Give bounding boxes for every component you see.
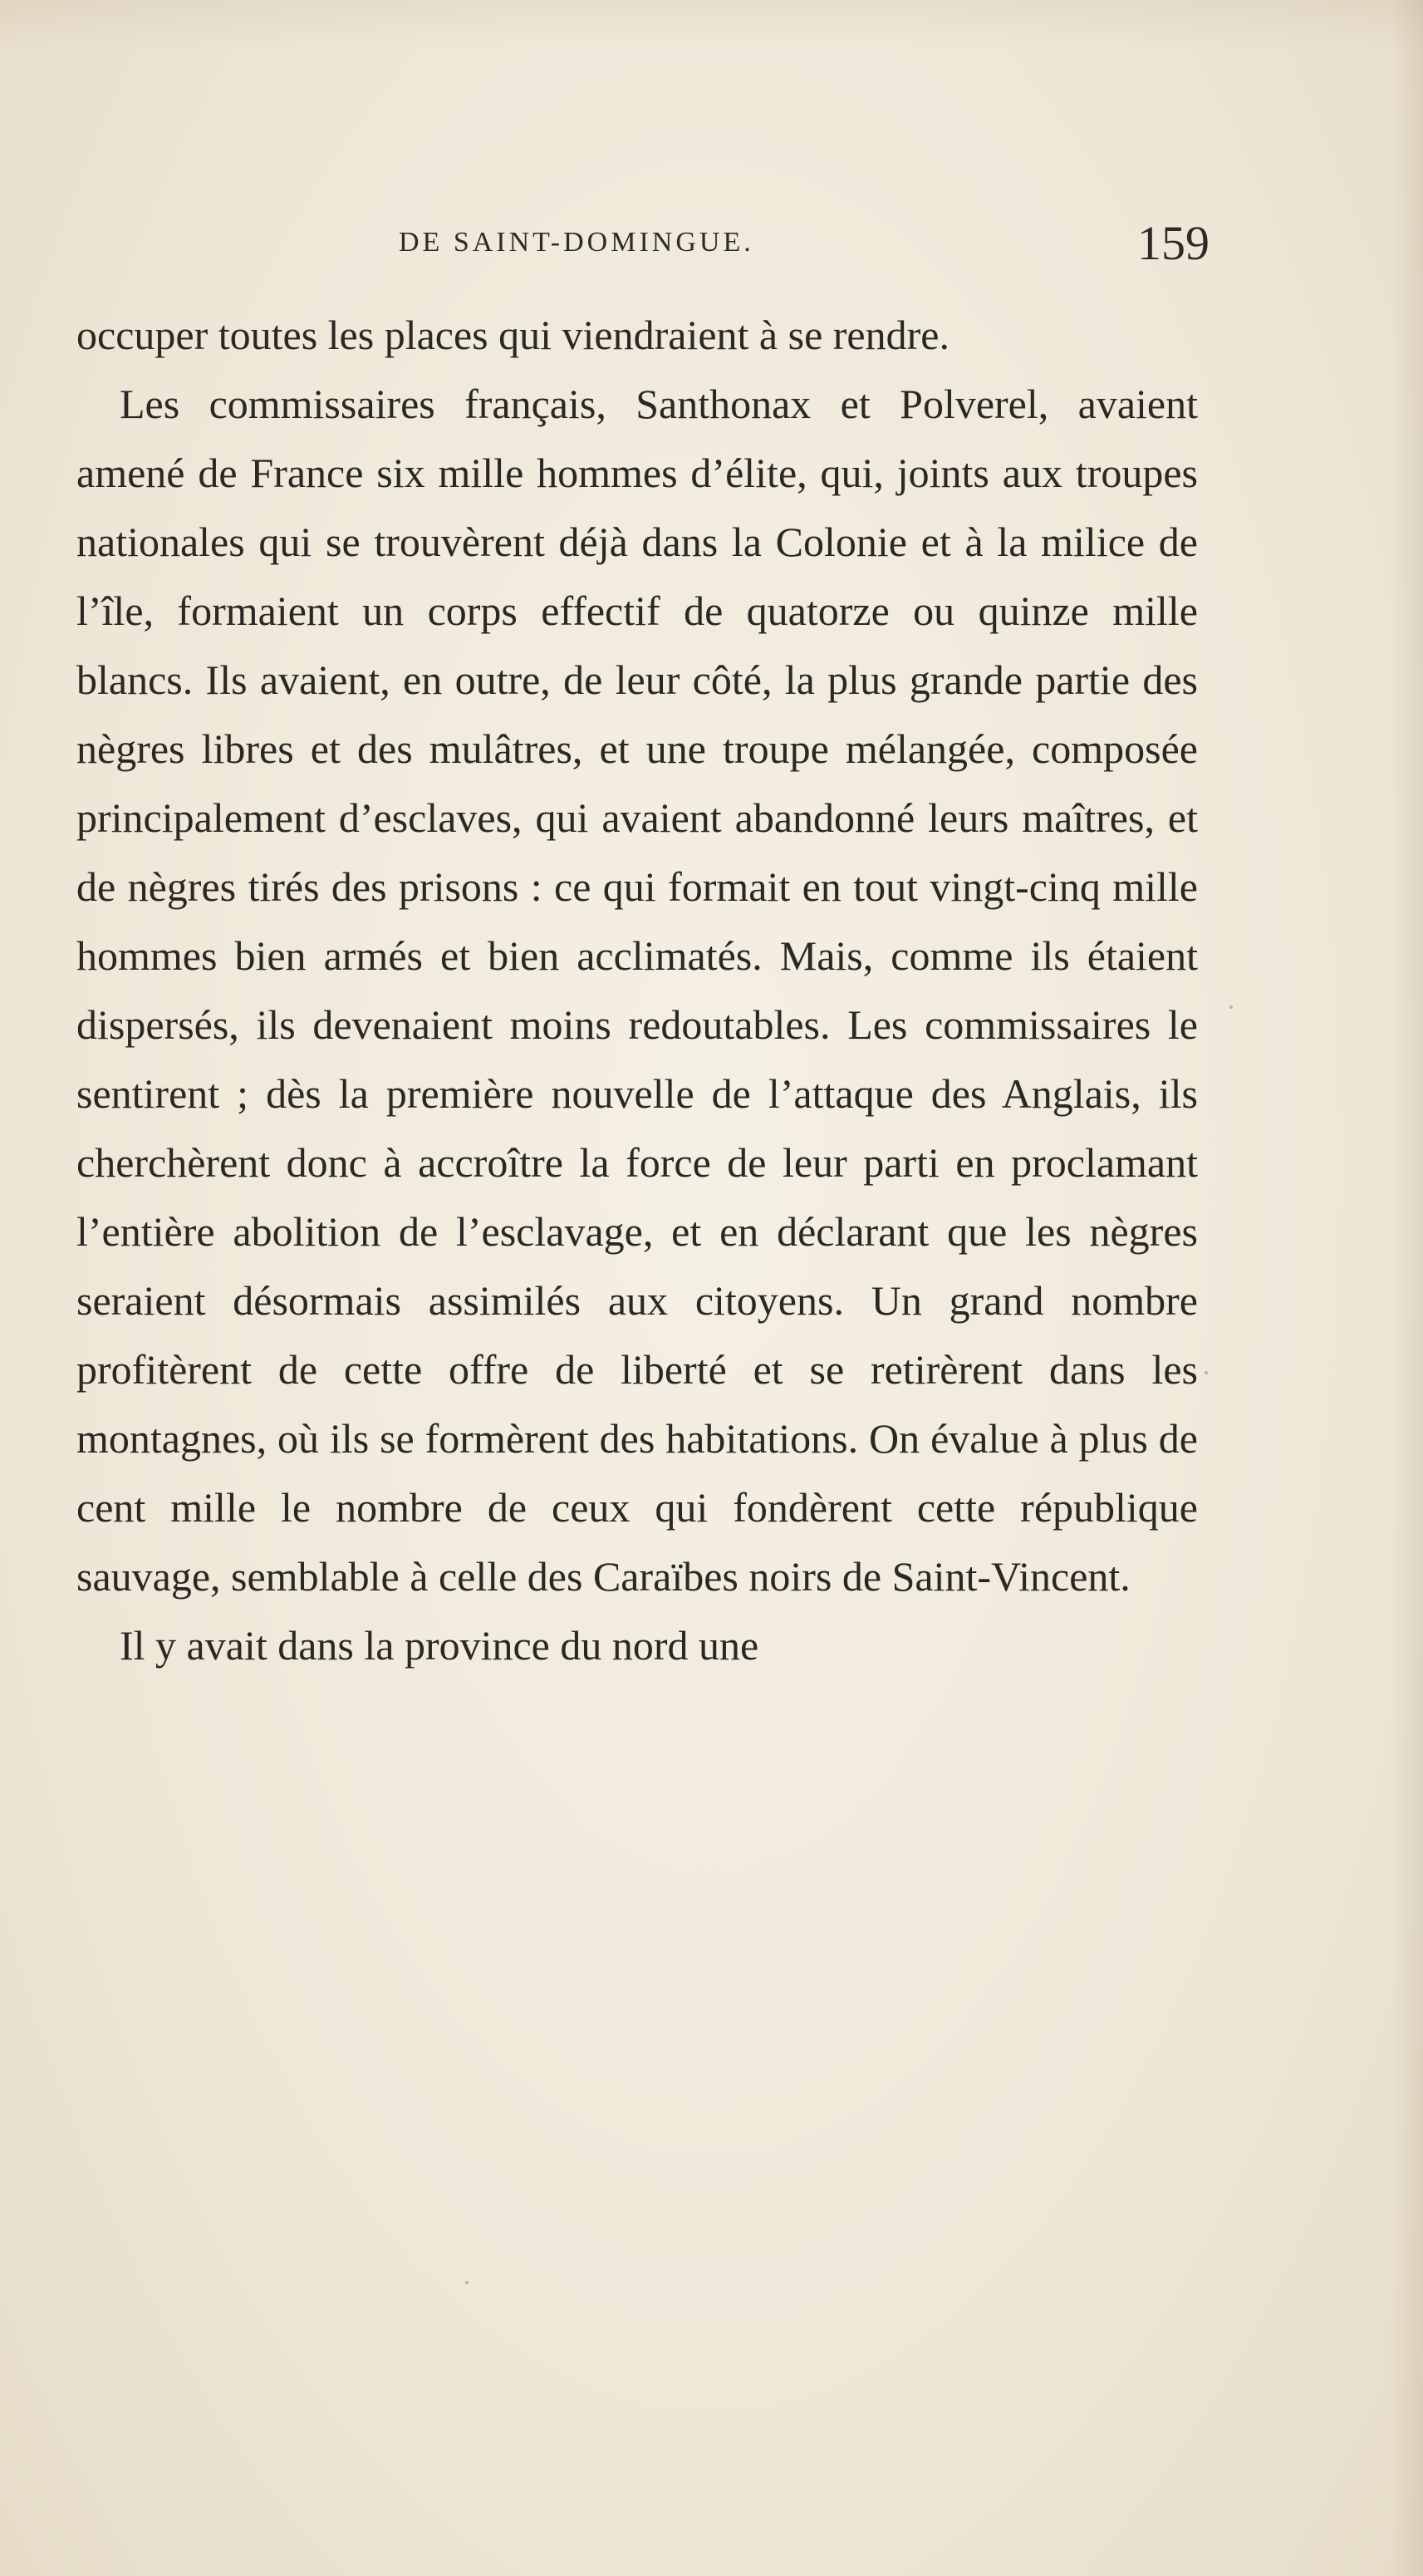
body-text [76, 301, 1198, 1680]
running-title: DE SAINT-DOMINGUE. [399, 227, 754, 258]
paragraph-province-du-nord: Il y avait dans la province du nord une [120, 1622, 759, 1669]
page-number: 159 [1137, 216, 1210, 270]
paper-discoloration-top [0, 0, 1423, 50]
running-head [76, 216, 1210, 270]
paper-speck [465, 2281, 469, 2284]
paper-discoloration-edge [1390, 0, 1423, 2576]
paper-speck [1229, 1005, 1233, 1009]
paper-speck [1205, 1371, 1208, 1374]
paragraph-continuation: occuper toutes les places qui viendraient à se rendre. [76, 312, 949, 358]
paragraph-commissaires: Les commissaires français, Santhonax et Polverel, avaient amené de France six mille hommes d’élite, qui, joints aux troupes nationales qui se trouvèrent déjà dans la Colonie et à la milice de l’île, formaient un corps effectif de quatorze ou quinze mille blancs. Ils avaient, en outre, de leur côté, la plus grande partie des nègres libres et des mulâtres, et une troupe mélangée, composée principalement d’esclaves, qui avaient abandonné leurs maîtres, et de nègres tirés des prisons : ce qui formait en tout vingt-cinq mille hommes bien armés et bien acclimatés. Mais, comme ils étaient dispersés, ils devenaient moins redoutables. Les commissaires le sentirent ; dès la première nouvelle de l’attaque des Anglais, ils cherchèrent donc à accroître la force de leur parti en proclamant l’entière abolition de l’esclavage, et en déclarant que les nègres seraient désormais assimilés aux citoyens. Un grand nombre profitèrent de cette offre de liberté et se retirèrent dans les montagnes, où ils se formèrent des habitations. On évalue à plus de cent mille le nombre de ceux qui fondèrent cette république sauvage, semblable à celle des Caraïbes noirs de Saint-Vincent. [76, 381, 1198, 1600]
